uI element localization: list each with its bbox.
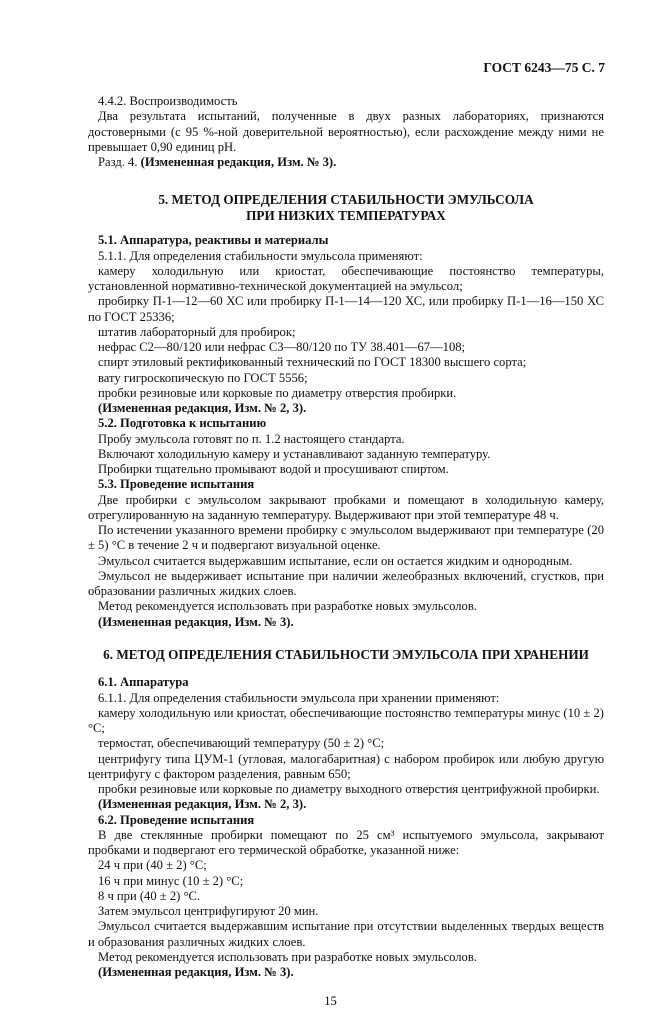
- section-5-title-line1: 5. МЕТОД ОПРЕДЕЛЕНИЯ СТАБИЛЬНОСТИ ЭМУЛЬСОЛА: [158, 192, 534, 208]
- paragraph: спирт этиловый ректификованный технический по ГОСТ 18300 высшего сорта;: [98, 355, 527, 370]
- paragraph: нефрас С2—80/120 или нефрас С3—80/120 по ТУ 38.401—67—108;: [98, 340, 466, 354]
- paragraph: Эмульсол считается выдержавшим испытание, если он остается жидким и однородным.: [98, 553, 573, 568]
- bold-paragraph: 5.2. Подготовка к испытанию: [98, 416, 267, 431]
- paragraph: Две пробирки с эмульсолом закрывают пробками и помещают в холодильную камеру, отрегулированную на заданную температуру. Выдерживают при этой температуре 48 ч.: [88, 492, 604, 522]
- paragraph: центрифугу типа ЦУМ-1 (угловая, малогабаритная) с набором пробирок или любую другую центрифугу с фактором разделения, равным 650;: [88, 751, 604, 781]
- paragraph: камеру холодильную или криостат, обеспечивающие постоянство температуры, установленной нормативно-технической документацией на эмульсол;: [88, 263, 604, 293]
- paragraph: Метод рекомендуется использовать при разработке новых эмульсолов.: [98, 599, 477, 614]
- paragraph: Два результата испытаний, полученные в двух разных лабораториях, признаются достоверными (с 95 %-ной доверительной вероятностью), если расхождение между ними не превышает 0,90 единиц pH.: [88, 109, 604, 154]
- bold-paragraph: 6.1. Аппаратура: [98, 675, 189, 690]
- bold-paragraph: 5.1. Аппаратура, реактивы и материалы: [98, 233, 329, 248]
- paragraph: [88, 155, 604, 170]
- paragraph: Пробу эмульсола готовят по п. 1.2 настоящего стандарта.: [98, 431, 405, 446]
- paragraph: 5.1.1. Для определения стабильности эмульсола применяют:: [98, 248, 423, 263]
- paragraph: штатив лабораторный для пробирок;: [98, 324, 296, 339]
- paragraph-text: Разд. 4.: [98, 155, 141, 169]
- paragraph: Эмульсол не выдерживает испытание при наличии желеобразных включений, сгустков, при образовании различных жидких слоев.: [88, 568, 604, 598]
- paragraph: вату гигроскопическую по ГОСТ 5556;: [98, 370, 308, 385]
- paragraph: пробки резиновые или корковые по диаметру выходного отверстия центрифужной пробирки.: [98, 782, 600, 796]
- section-6-title: 6. МЕТОД ОПРЕДЕЛЕНИЯ СТАБИЛЬНОСТИ ЭМУЛЬСОЛА ПРИ ХРАНЕНИИ: [103, 646, 589, 662]
- paragraph: Пробирки тщательно промывают водой и просушивают спиртом.: [98, 462, 449, 476]
- paragraph: По истечении указанного времени пробирку с эмульсолом выдерживают при температуре (20 ± 5) °С в течение 2 ч и подвергают визуальной оценке.: [88, 523, 604, 553]
- section-5-body: [88, 233, 604, 630]
- document-body: [88, 0, 604, 980]
- bold-paragraph: 5.3. Проведение испытания: [98, 477, 255, 492]
- section-5-title-line2: ПРИ НИЗКИХ ТЕМПЕРАТУРАХ: [246, 207, 446, 223]
- paragraph: 6.1.1. Для определения стабильности эмульсола при хранении применяют:: [98, 690, 500, 705]
- paragraph: Затем эмульсол центрифугируют 20 мин.: [98, 904, 319, 918]
- bold-paragraph: (Измененная редакция, Изм. № 3).: [98, 965, 294, 979]
- paragraph: 4.4.2. Воспроизводимость: [98, 94, 238, 108]
- paragraph: камеру холодильную или криостат, обеспечивающие постоянство температуры минус (10 ± 2) °С;: [88, 705, 604, 735]
- paragraph: 24 ч при (40 ± 2) °С;: [98, 858, 207, 873]
- paragraph: Включают холодильную камеру и устанавливают заданную температуру.: [98, 446, 491, 461]
- paragraph: 8 ч при (40 ± 2) °С.: [98, 888, 201, 903]
- paragraph: пробирку П-1—12—60 ХС или пробирку П-1—14—120 ХС, или пробирку П-1—16—150 ХС по ГОСТ 25336;: [88, 294, 604, 324]
- bold-paragraph: 6.2. Проведение испытания: [98, 812, 255, 827]
- page-number: 15: [324, 994, 337, 1009]
- section-5-title: [88, 192, 604, 223]
- page-header: ГОСТ 6243—75 С. 7: [483, 60, 605, 75]
- paragraph: термостат, обеспечивающий температуру (50 ± 2) °С;: [98, 736, 385, 751]
- paragraph: Эмульсол считается выдержавшим испытание при отсутствии выделенных твердых веществ и образования различных жидких слоев.: [88, 919, 604, 949]
- intro-section: [88, 94, 604, 170]
- paragraph: В две стеклянные пробирки помещают по 25 см³ испытуемого эмульсола, закрывают пробками и подвергают его термической обработке, указанной ниже:: [88, 827, 604, 857]
- amendment-note: (Измененная редакция, Изм. № 3).: [140, 155, 337, 169]
- paragraph: пробки резиновые или корковые по диаметру отверстия пробирки.: [98, 385, 457, 400]
- section-6-body: [88, 675, 604, 980]
- bold-paragraph: (Измененная редакция, Изм. № 2, 3).: [98, 401, 307, 415]
- bold-paragraph: (Измененная редакция, Изм. № 2, 3).: [98, 797, 307, 812]
- paragraph: 16 ч при минус (10 ± 2) °С;: [98, 873, 244, 888]
- paragraph: Метод рекомендуется использовать при разработке новых эмульсолов.: [98, 949, 477, 964]
- bold-paragraph: (Измененная редакция, Изм. № 3).: [98, 614, 294, 629]
